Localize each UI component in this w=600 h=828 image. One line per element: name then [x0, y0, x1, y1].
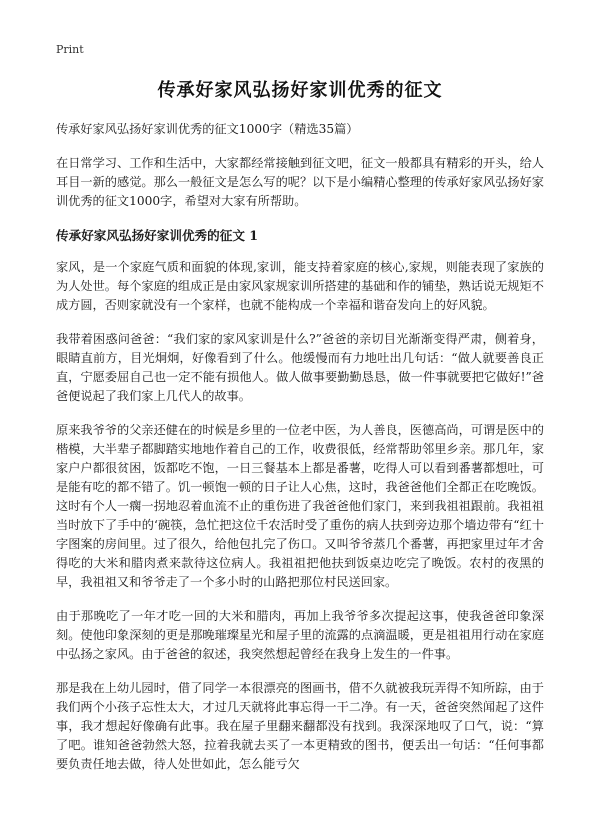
body-paragraph: 我带着困惑问爸爸：“我们家的家风家训是什么?”爸爸的亲切目光渐渐变得严肃，侧着身，眼睛直前方，目光炯炯，好像看到了什么。他缓慢而有力地吐出几句话：“做人就要善良正直，宁愿委屈自己也一定不能有损他人。做人做事要勤勤恳恳，做一件事就要把它做好!”爸爸便说起了我们家上几代人的故事。	[56, 332, 544, 403]
body-paragraph: 那是我在上幼儿园时，借了同学一本很漂亮的图画书，借不久就被我玩弄得不知所踪，由于我们两个小孩子忘性太大，才过几天就将此事忘得一干二净。有一天，爸爸突然闻起了这件事，我才想起好像确有此事。我在屋子里翻来翻都没有找到。我深深地叹了口气，说：“算了吧。谁知爸爸勃然大怒，拉着我就去买了一本更精致的图书，便丢出一句话：“任何事都要负责任地去做，待人处世如此，怎么能亏欠	[56, 681, 544, 771]
document-body	[56, 120, 544, 789]
body-paragraph: 由于那晚吃了一年才吃一回的大米和腊肉，再加上我爷爷多次提起这事，使我爸爸印象深刻。使他印象深刻的更是那晚璀璨星光和屋子里的流露的点滴温暖，更是祖祖用行动在家庭中弘扬之家风。由于爸爸的叙述，我突然想起曾经在我身上发生的一件事。	[56, 609, 544, 661]
body-paragraph: 家风，是一个家庭气质和面貌的体现,家训，能支持着家庭的核心,家规，则能表现了家族的为人处世。每个家庭的组成正是由家风家规家训所搭建的基础和作的铺垫，熟话说无规矩不成方圆，否则家就没有一个家样，也就不能构成一个幸福和谐奋发向上的好风貌。	[56, 260, 544, 312]
section-heading: 传承好家风弘扬好家训优秀的征文 1	[56, 228, 259, 243]
body-paragraph: 原来我爷爷的父亲还健在的时候是乡里的一位老中医，为人善良，医德高尚，可谓是医中的楷模，大半辈子都脚踏实地地作着自己的工作，收费很低，经常帮助邻里乡亲。那几年，家家户户都很贫困，饭都吃不饱，一日三餐基本上都是番薯，吃得人可以看到番薯都想吐，可是能有吃的都不错了。饥一顿饱一顿的日子让人心焦，这时，我爸爸他们全都正在吃晚饭。这时有个人一瘸一拐地忍着血流不止的重伤进了我爸爸他们家门，来到我祖祖跟前。我祖祖当时放下了手中的‘碗筷，急忙把这位千农活时受了重伤的病人扶到旁边那个墙边带有“红十字图案的房间里。过了很久，给他包扎完了伤口。又叫爷爷蒸几个番薯，再把家里过年才舍得吃的大米和腊肉煮来款待这位病人。我祖祖把他扶到饭桌边吃完了晚饭。农村的夜黑的早，我祖祖又和爷爷走了一个多小时的山路把那位村民送回家。	[56, 423, 544, 589]
document-title: 传承好家风弘扬好家训优秀的征文	[157, 80, 443, 101]
document-subtitle: 传承好家风弘扬好家训优秀的征文1000字（精选35篇）	[56, 122, 359, 136]
print-label[interactable]: Print	[56, 43, 84, 56]
intro-paragraph: 在日常学习、工作和生活中，大家都经常接触到征文吧，征文一般都具有精彩的开头，给人耳目一新的感觉。那么一般征文是怎么写的呢？以下是小编精心整理的传承好家风弘扬好家训优秀的征文1000字，希望对大家有所帮助。	[56, 156, 544, 208]
